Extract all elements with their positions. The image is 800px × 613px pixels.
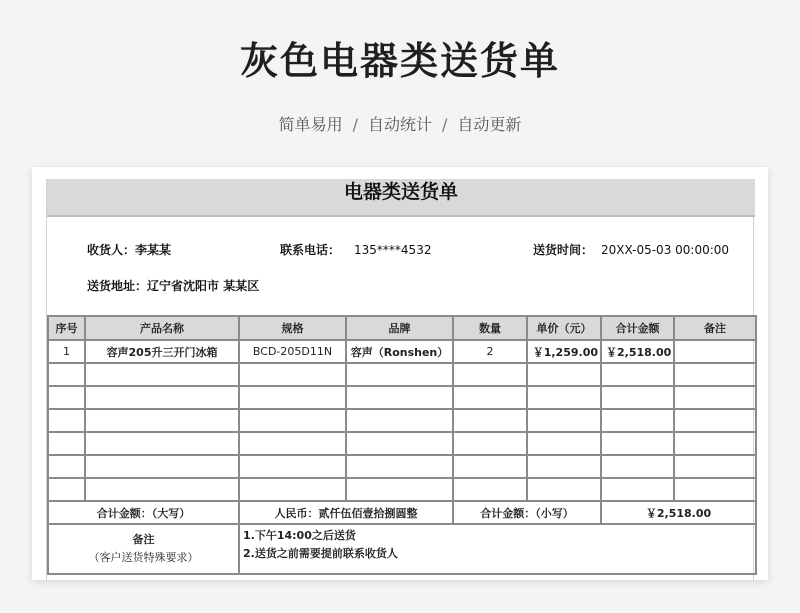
time-info bbox=[533, 241, 729, 258]
empty-cell[interactable] bbox=[527, 386, 601, 409]
empty-cell[interactable] bbox=[239, 432, 346, 455]
empty-cell[interactable] bbox=[48, 432, 85, 455]
col-header-qty: 数量 bbox=[453, 316, 527, 340]
empty-cell[interactable] bbox=[453, 363, 527, 386]
empty-cell[interactable] bbox=[601, 478, 674, 501]
phone-label: 联系电话： bbox=[280, 243, 341, 257]
notes-label-cell bbox=[48, 524, 239, 574]
empty-cell[interactable] bbox=[346, 363, 453, 386]
empty-cell[interactable] bbox=[48, 363, 85, 386]
feature-tags bbox=[0, 112, 800, 135]
note-line: 2.送货之前需要提前联系收货人 bbox=[243, 547, 398, 560]
empty-cell[interactable] bbox=[601, 386, 674, 409]
time-value: 20XX-05-03 00:00:00 bbox=[601, 243, 730, 257]
receiver-info bbox=[87, 241, 171, 258]
col-header-unit-price: 单价（元） bbox=[527, 316, 601, 340]
empty-cell[interactable] bbox=[85, 363, 239, 386]
col-header-product: 产品名称 bbox=[85, 316, 239, 340]
time-label: 送货时间： bbox=[533, 243, 594, 257]
table-row-empty bbox=[48, 409, 756, 432]
total-lowercase-value[interactable]: ￥2,518.00 bbox=[601, 501, 756, 524]
empty-cell[interactable] bbox=[346, 386, 453, 409]
page-title: 灰色电器类送货单 bbox=[239, 39, 560, 83]
table-row-empty bbox=[48, 478, 756, 501]
empty-cell[interactable] bbox=[674, 363, 756, 386]
table-row-empty bbox=[48, 455, 756, 478]
table-row-empty bbox=[48, 386, 756, 409]
empty-cell[interactable] bbox=[453, 386, 527, 409]
cell-total[interactable]: ￥2,518.00 bbox=[601, 340, 674, 363]
total-lowercase-label: 合计金额：（小写） bbox=[453, 501, 601, 524]
empty-cell[interactable] bbox=[453, 478, 527, 501]
table-row-empty bbox=[48, 363, 756, 386]
empty-cell[interactable] bbox=[601, 409, 674, 432]
empty-cell[interactable] bbox=[527, 409, 601, 432]
receiver-name: 李某某 bbox=[135, 243, 172, 257]
empty-cell[interactable] bbox=[527, 363, 601, 386]
notes-sublabel: （客户送货特殊要求） bbox=[88, 551, 199, 564]
tag-separator: / bbox=[442, 115, 448, 134]
empty-cell[interactable] bbox=[346, 409, 453, 432]
address-label: 送货地址： bbox=[87, 279, 148, 293]
phone-info bbox=[280, 241, 431, 258]
tag-auto-update: 自动更新 bbox=[457, 115, 522, 134]
empty-cell[interactable] bbox=[674, 455, 756, 478]
empty-cell[interactable] bbox=[48, 409, 85, 432]
col-header-remark: 备注 bbox=[674, 316, 756, 340]
empty-cell[interactable] bbox=[85, 455, 239, 478]
empty-cell[interactable] bbox=[85, 409, 239, 432]
empty-cell[interactable] bbox=[674, 478, 756, 501]
table-row-empty bbox=[48, 432, 756, 455]
empty-cell[interactable] bbox=[674, 432, 756, 455]
empty-cell[interactable] bbox=[85, 478, 239, 501]
empty-cell[interactable] bbox=[346, 455, 453, 478]
empty-cell[interactable] bbox=[527, 432, 601, 455]
empty-cell[interactable] bbox=[48, 455, 85, 478]
note-line: 1.下午14:00之后送货 bbox=[243, 529, 356, 542]
items-table bbox=[47, 315, 757, 575]
total-uppercase-label: 合计金额：（大写） bbox=[48, 501, 239, 524]
col-header-spec: 规格 bbox=[239, 316, 346, 340]
empty-cell[interactable] bbox=[601, 455, 674, 478]
empty-cell[interactable] bbox=[453, 432, 527, 455]
empty-cell[interactable] bbox=[674, 409, 756, 432]
spreadsheet bbox=[46, 179, 754, 580]
empty-cell[interactable] bbox=[346, 478, 453, 501]
document-preview-card bbox=[32, 167, 768, 580]
empty-cell[interactable] bbox=[239, 386, 346, 409]
col-header-total: 合计金额 bbox=[601, 316, 674, 340]
cell-brand[interactable]: 容声（Ronshen） bbox=[346, 340, 453, 363]
notes-label: 备注 bbox=[132, 533, 155, 546]
empty-cell[interactable] bbox=[85, 432, 239, 455]
tag-auto-stat: 自动统计 bbox=[367, 115, 432, 134]
table-header-row bbox=[48, 316, 756, 340]
empty-cell[interactable] bbox=[48, 386, 85, 409]
cell-product[interactable]: 容声205升三开门冰箱 bbox=[85, 340, 239, 363]
empty-cell[interactable] bbox=[346, 432, 453, 455]
empty-cell[interactable] bbox=[601, 432, 674, 455]
empty-cell[interactable] bbox=[48, 478, 85, 501]
cell-qty[interactable]: 2 bbox=[453, 340, 527, 363]
phone-value: 135****4532 bbox=[354, 243, 432, 257]
notes-row bbox=[48, 524, 756, 574]
table-row bbox=[48, 340, 756, 363]
empty-cell[interactable] bbox=[674, 386, 756, 409]
empty-cell[interactable] bbox=[527, 478, 601, 501]
tag-separator: / bbox=[352, 115, 358, 134]
totals-row bbox=[48, 501, 756, 524]
cell-spec[interactable]: BCD-205D11N bbox=[239, 340, 346, 363]
empty-cell[interactable] bbox=[601, 363, 674, 386]
tag-easy: 简单易用 bbox=[278, 115, 343, 134]
empty-cell[interactable] bbox=[239, 409, 346, 432]
col-header-index: 序号 bbox=[48, 316, 85, 340]
receiver-label: 收货人： bbox=[87, 243, 136, 257]
cell-remark[interactable] bbox=[674, 340, 756, 363]
address-info bbox=[87, 277, 259, 294]
empty-cell[interactable] bbox=[453, 409, 527, 432]
notes-content-cell[interactable] bbox=[239, 524, 756, 574]
col-header-brand: 品牌 bbox=[346, 316, 453, 340]
document-title: 电器类送货单 bbox=[47, 179, 755, 217]
address-value: 辽宁省沈阳市 某某区 bbox=[147, 279, 260, 293]
empty-cell[interactable] bbox=[453, 455, 527, 478]
empty-cell[interactable] bbox=[239, 455, 346, 478]
empty-cell[interactable] bbox=[85, 386, 239, 409]
empty-cell[interactable] bbox=[239, 478, 346, 501]
cell-unit-price[interactable]: ￥1,259.00 bbox=[527, 340, 601, 363]
empty-cell[interactable] bbox=[239, 363, 346, 386]
empty-cell[interactable] bbox=[527, 455, 601, 478]
total-rmb-uppercase[interactable]: 人民币：贰仟伍佰壹拾捌圆整 bbox=[239, 501, 453, 524]
cell-index[interactable]: 1 bbox=[48, 340, 85, 363]
